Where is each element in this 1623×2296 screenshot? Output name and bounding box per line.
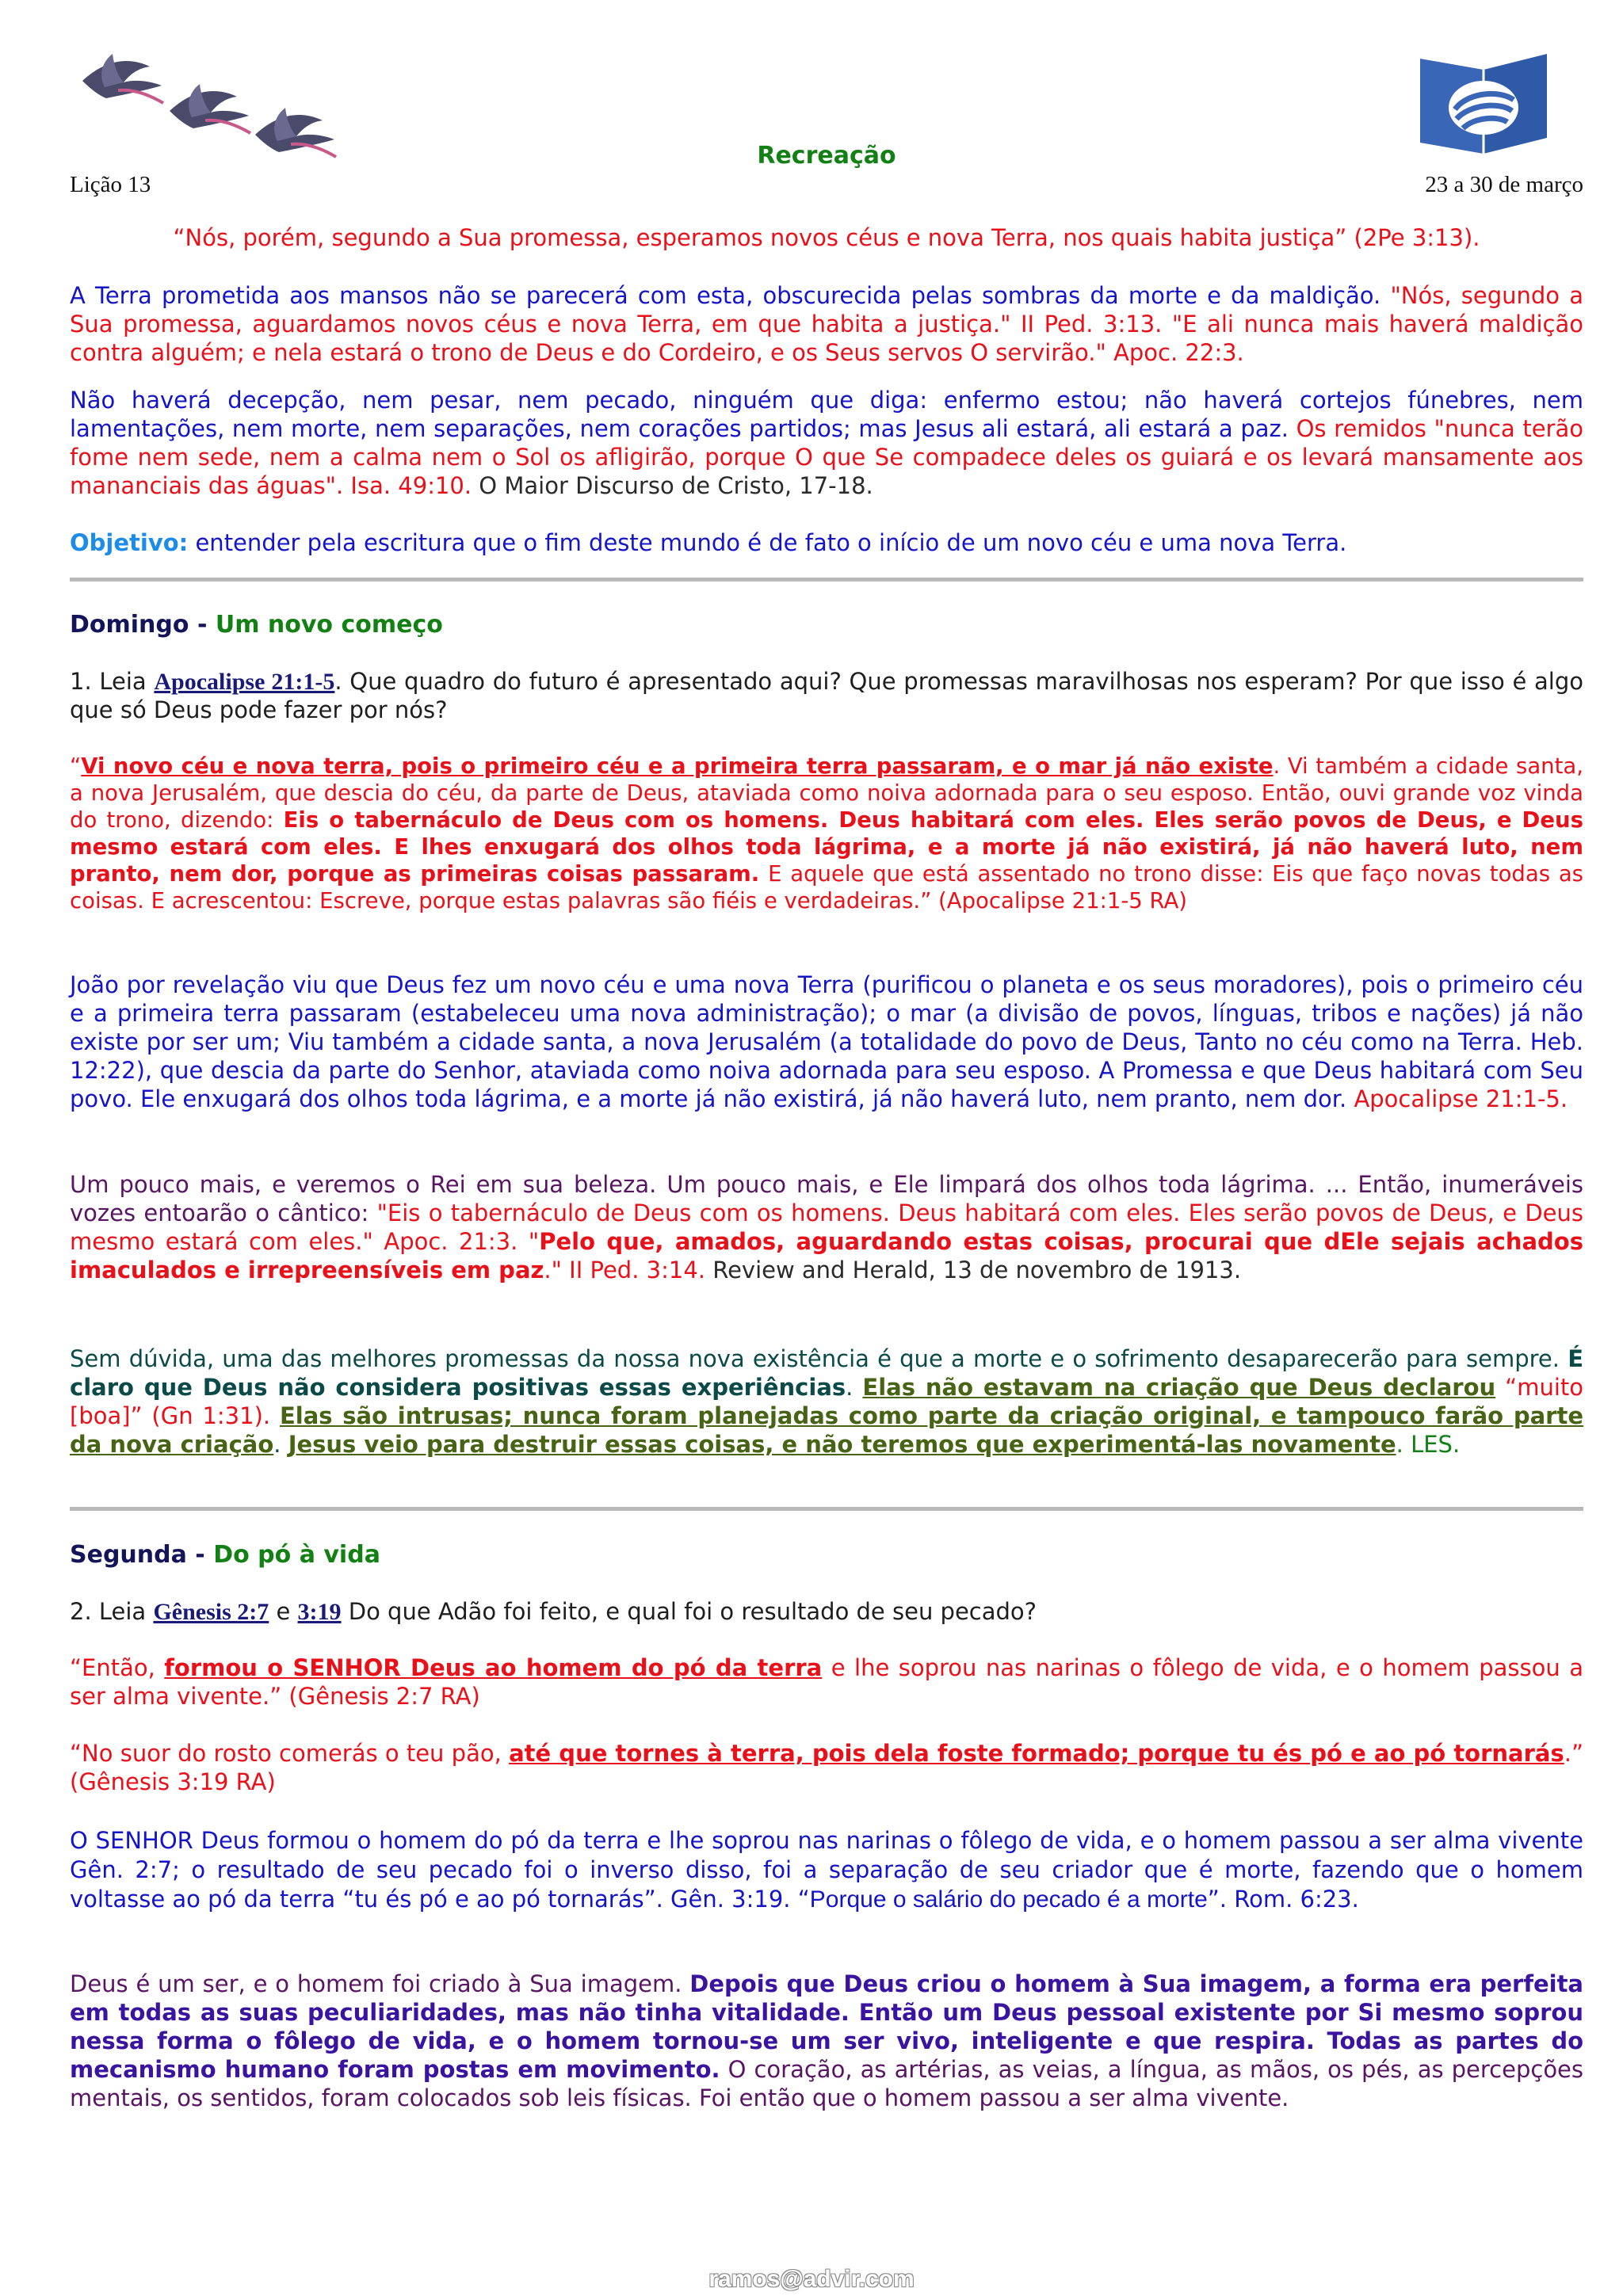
monday-verse-1: “Então, formou o SENHOR Deus ao homem do pó da terra e lhe soprou nas narinas o fôlego de vida, e o homem passou a ser alma vivente.” (Gênesis 2:7 RA) — [70, 1654, 1583, 1710]
egw-citation-c: ." II Ped. 3:14. — [544, 1256, 705, 1283]
sunday-commentary-text: João por revelação viu que Deus fez um novo céu e uma nova Terra (purificou o planeta e os seus moradores), pois o primeiro céu e a primeira terra passaram (estabeleceu uma nova administração); o mar (a divisão de povos, línguas, tribos e nações) já não existe por ser um; Viu também a cidade santa, a nova Jerusalém (a totalidade do povo de Deus, Tanto no céu como na Terra. Heb. 12:22), que descia da parte do Senhor, ataviada como noiva adornada para seu esposo. A Promessa e que Deus habitará com Seu povo. Ele enxugará dos olhos toda lágrima, e a morte já não existirá, já não haverá luto, nem pranto, nem dor. — [70, 971, 1583, 1112]
lesson-note-genesis-ref: “muito [boa]” (Gn 1:31). — [70, 1373, 1583, 1429]
objective-label: Objetivo: — [70, 529, 189, 556]
bible-link-genesis-2-7[interactable]: Gênesis 2:7 — [153, 1599, 269, 1625]
bible-link-apocalipse-21[interactable]: Apocalipse 21:1-5 — [154, 669, 335, 695]
sunday-heading — [70, 610, 1583, 639]
objective-text: entender pela escritura que o fim deste mundo é de fato o início de um novo céu e uma nova Terra. — [188, 529, 1347, 556]
lesson-note-source: . LES. — [1396, 1430, 1461, 1458]
monday-heading — [70, 1540, 1583, 1569]
verse-text-a: . Vi também a cidade santa, a nova Jerusalém, que descia do céu, da parte de Deus, ataviada como noiva adornada para o seu esposo. Então, ouvi grande voz vinda do trono, dizendo: — [70, 753, 1583, 833]
egw-text-a: Um pouco mais, e veremos o Rei em sua beleza. Um pouco mais, e Ele limpará dos olhos toda lágrima. ... Então, inumeráveis vozes entoarão o cântico: — [70, 1171, 1583, 1226]
monday-question-text: Do que Adão foi feito, e qual foi o resultado de seu pecado? — [341, 1598, 1037, 1625]
sunday-question-text: . Que quadro do futuro é apresentado aqui? Que promessas maravilhosas nos esperam? Por que isso é algo que só Deus pode fazer por nós? — [70, 668, 1583, 724]
sunday-commentary-ref: Apocalipse 21:1-5. — [1354, 1085, 1568, 1112]
monday-theme: Do pó à vida — [213, 1541, 380, 1569]
lesson-note-underline-1: Elas não estavam na criação que Deus declarou — [862, 1373, 1496, 1401]
lesson-note-bold: É claro que Deus não considera positivas essas experiências — [70, 1345, 1583, 1401]
objective — [70, 529, 1583, 558]
monday-question-prefix: 2. Leia — [70, 1598, 154, 1625]
romans-quote: Porque o salário do pecado é a morte — [809, 1886, 1208, 1913]
intro-paragraph-2 — [70, 387, 1583, 501]
monday-question: 2. Leia Gênesis 2:7 e 3:19 Do que Adão foi feito, e qual foi o resultado de seu pecado? — [70, 1598, 1037, 1625]
lesson-number: Lição 13 — [70, 172, 151, 197]
section-divider — [70, 1507, 1583, 1511]
verse-highlight-bold: Eis o tabernáculo de Deus com os homens. Deus habitará com eles. Eles serão povos de Deus, e Deus mesmo estará com eles. E lhes enxugará dos olhos toda lágrima, e a morte já não existirá, já não haverá luto, nem pranto, nem dor, porque as primeiras coisas passaram. — [70, 807, 1583, 887]
bible-link-genesis-3-19[interactable]: 3:19 — [297, 1599, 342, 1625]
verse-text-b: E aquele que está assentado no trono disse: Eis que faço novas todas as coisas. E acrescentou: Escreve, porque estas palavras são fiéis e verdadeiras.” (Apocalipse 21:1-5 RA) — [70, 860, 1584, 913]
monday-egw-quote — [70, 1970, 1583, 2113]
lesson-dates: 23 a 30 de março — [1425, 172, 1583, 197]
intro-quote: “Nós, porém, segundo a Sua promessa, esperamos novos céus e nova Terra, nos quais habita justiça” (2Pe 3:13). — [173, 224, 1480, 251]
lesson-note-text-a: Sem dúvida, uma das melhores promessas da nossa nova existência é que a morte e o sofrimento desaparecerão para sempre. — [70, 1345, 1568, 1372]
sunday-verse — [70, 753, 1583, 915]
page-title: Recreação — [757, 142, 896, 170]
section-divider — [70, 578, 1583, 582]
intro-p2-source: O Maior Discurso de Cristo, 17-18. — [472, 471, 873, 499]
monday-day: Segunda - — [70, 1541, 214, 1569]
verse-2-highlight: até que tornes à terra, pois dela foste formado; porque tu és pó e ao pó tornarás — [509, 1740, 1564, 1767]
intro-paragraph-1 — [70, 282, 1583, 368]
monday-egw-text-a: Deus é um ser, e o homem foi criado à Sua imagem. — [70, 1970, 690, 1997]
monday-verse-2: “No suor do rosto comerás o teu pão, até que tornes à terra, pois dela foste formado; porque tu és pó e ao pó tornarás.” (Gênesis 3:19 RA) — [70, 1740, 1583, 1795]
bird-2-icon — [170, 84, 250, 133]
sunday-commentary — [70, 971, 1583, 1114]
verse-1-highlight: formou o SENHOR Deus ao homem do pó da terra — [164, 1654, 823, 1681]
monday-egw-bold: Depois que Deus criou o homem à Sua imagem, a forma era perfeita em todas as suas peculiaridades, mas não tinha vitalidade. Então um Deus pessoal existente por Si mesmo soprou nessa forma o fôlego de vida, e o homem tornou-se um ser vivo, inteligente e que respira. Todas as partes do mecanismo humano foram postas em movimento. — [70, 1970, 1583, 2083]
egw-citation-bold: Pelo que, amados, aguardando estas coisas, procurai que dEle sejais achados imaculados e irrepreensíveis em paz — [70, 1227, 1583, 1283]
egw-source: Review and Herald, 13 de novembro de 1913. — [705, 1256, 1242, 1283]
footer-email: ramos@advir.com — [708, 2266, 915, 2292]
egw-citation-a: "Eis o tabernáculo de Deus com os homens. Deus habitará com eles. Eles serão povos de Deus, e Deus mesmo estará com eles." Apoc. 21:3. " — [70, 1199, 1583, 1255]
verse-highlight-underlined: Vi novo céu e nova terra, pois o primeiro céu e a primeira terra passaram, e o mar já não existe — [81, 753, 1274, 779]
verse-open-quote: “ — [70, 753, 82, 779]
intro-p2-citation: Os remidos "nunca terão fome nem sede, nem a calma nem o Sol os afligirão, porque O que Se compadece deles os guiará e os levará mansamente aos mananciais das águas". Isa. 49:10. — [70, 414, 1583, 499]
bird-1-icon — [82, 54, 163, 103]
monday-egw-text-b: O coração, as artérias, as veias, a língua, as mãos, os pés, as percepções mentais, os sentidos, foram colocados sob leis físicas. Foi então que o homem passou a ser alma vivente. — [70, 2055, 1584, 2111]
intro-p1-text: A Terra prometida aos mansos não se parecerá com esta, obscurecida pelas sombras da morte e da maldição. — [70, 282, 1391, 309]
lesson-note-underline-2: Elas são intrusas; nunca foram planejadas como parte da criação original, e tampouco farão parte da nova criação — [70, 1402, 1584, 1458]
sunday-question — [70, 667, 1583, 725]
sunday-day: Domingo - — [70, 611, 216, 639]
intro-p2-text: Não haverá decepção, nem pesar, nem pecado, ninguém que diga: enfermo estou; não haverá cortejos fúnebres, nem lamentações, nem morte, nem separações, nem corações partidos; mas Jesus ali estará, ali estará a paz. — [70, 387, 1583, 442]
sunday-question-prefix: 1. Leia — [70, 668, 155, 695]
monday-commentary: O SENHOR Deus formou o homem do pó da terra e lhe soprou nas narinas o fôlego de vida, e o homem passou a ser alma vivente Gên. 2:7; o resultado de seu pecado foi o inverso disso, foi a separação de seu criador que é morte, fazendo que o homem voltasse ao pó da terra “tu és pó e ao pó tornarás”. Gên. 3:19. “Porque o salário do pecado é a morte”. Rom. 6:23. — [70, 1827, 1583, 1913]
lesson-note-underline-3: Jesus veio para destruir essas coisas, e não teremos que experimentá-las novamente — [288, 1430, 1396, 1458]
sunday-egw-quote — [70, 1171, 1583, 1285]
sunday-lesson-note: Sem dúvida, uma das melhores promessas da nossa nova existência é que a morte e o sofrimento desaparecerão para sempre. É claro que Deus não considera positivas essas experiências. Elas não estavam na criação que Deus declarou “muito [boa]” (Gn 1:31). Elas são intrusas; nunca foram planejadas como parte da criação original, e tampouco farão parte da nova criação. Jesus veio para destruir essas coisas, e não teremos que experimentá-las novamente. LES. — [70, 1345, 1584, 1458]
monday-commentary-text: O SENHOR Deus formou o homem do pó da terra e lhe soprou nas narinas o fôlego de vida, e o homem passou a ser alma vivente Gên. 2:7; o resultado de seu pecado foi o inverso disso, foi a separação de seu criador que é morte, fazendo que o homem voltasse ao pó da terra “tu és pó e ao pó tornarás”. Gên. 3:19. “ — [70, 1827, 1583, 1913]
intro-p1-citation: "Nós, segundo a Sua promessa, aguardamos novos céus e nova Terra, em que habita a justiça." II Ped. 3:13. "E ali nunca mais haverá maldição contra alguém; e nela estará o trono de Deus e do Cordeiro, e os Seus servos O servirão." Apoc. 22:3. — [70, 282, 1583, 366]
sunday-theme: Um novo começo — [215, 611, 443, 639]
